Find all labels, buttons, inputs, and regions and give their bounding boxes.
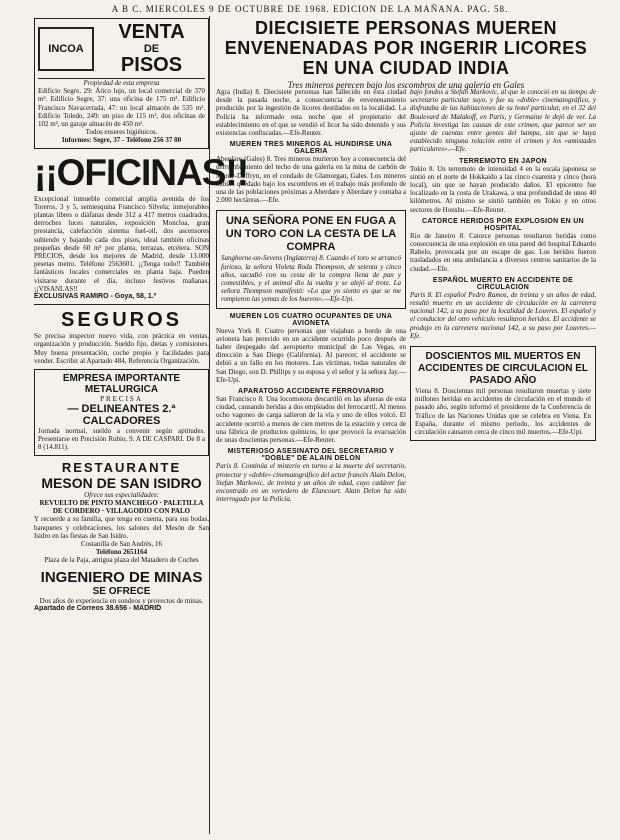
- traffic-box-title: DOSCIENTOS MIL MUERTOS EN ACCIDENTES DE CIRCULACION EL PASADO AÑO: [417, 351, 588, 387]
- ad-empresa-item1: — DELINEANTES 2.ª: [67, 403, 176, 416]
- ad-empresa-title1: EMPRESA IMPORTANTE: [62, 373, 181, 385]
- bull-box-title: UNA SEÑORA PONE EN FUGA A UN TORO CON LA CESTA DE LA COMPRA: [225, 215, 397, 254]
- ad-ingeniero-title: INGENIERO DE MINAS: [40, 568, 203, 586]
- c2-title: TERREMOTO EN JAPON: [459, 157, 547, 165]
- ad-seguros-title: SEGUROS: [60, 309, 183, 332]
- ad-empresa-title3: PRECISA: [100, 395, 143, 404]
- ad-restaurante-address: Costanilla de San Andrés, 16: [80, 539, 163, 548]
- ad-venta-body: Edificio Segre, 29: Ático lujo, un local comercial de 370 m². Edificio Segre, 37: una oficina de 175 m². Edificio Francisco Navacerrada, 47: un local almacén de 535 m². Edificio Toledo, 249: un piso de 115 m², dos oficinas de 102 m², un garaje almacén de 450 m².: [38, 87, 205, 129]
- ad-empresa: [34, 369, 209, 456]
- s2-body: Nueva York 8. Cuatro personas que viajaban a bordo de una avioneta han perecido en un accidente ocurrido poco después de haber despegado del aeropuerto municipal de Las Vegas, en dirección a San Diego (California). Al parecer, el accidente se debió a un fallo en los motores. Las víctimas, todas naturales de San Diego, son D. Phillips y su esposa y el señor y la señora Jay.—Efe-Upi.: [216, 326, 406, 384]
- ad-restaurante-title1: RESTAURANTE: [61, 459, 182, 475]
- ad-oficinas-body: Excepcional inmueble comercial amplia avenida de los Toreros, 3 y 5, semiesquina Francisco Silvela; inmejorables plantas libres o diáfanas desde 312 a 417 metros cuadrados, derroches luces naturales, exposición Moncloa, gran prestancia, calefacción sistema fuel-oil, dos ascensores subiendo y bajando cada dos pisos, ideal también oficinas pequeñas desde 60 m² por planta, terrazas, etcétera. SON PRECIOS, desde los mejores de Madrid, desde 13.000 pesetas metro. Teléfono 2563601. ¡¡Tenga todo!! También fantásticos locales comerciales en planta baja. Pueden visitarse durante el día, incluso festivos mañanas. ¡¡VISANLAS!!: [34, 194, 209, 293]
- bull-box: [216, 210, 406, 308]
- ad-ingeniero-subtitle: SE OFRECE: [92, 585, 151, 597]
- ad-oficinas-title: ¡¡OFICINAS!!: [34, 151, 249, 193]
- c1-body: bajo fondos a Stefan Markovic, al que le conoció en su tiempo de secretario particular suyo, y fue su «doble» cinematográfico, y disfrutaba de las habitaciones de su hotel particular, en el 32 del Boulevard de Malakoff, en París, y Germaine le dejó de ver. La Policía investiga las causas de este crimen, que parece ser un ajuste de cuentas entre gentes del hampa, sin que se haya establecido ninguna relación entre el crimen y los «amistades particulares».—Efe.: [410, 88, 596, 154]
- ad-empresa-title2: METALURGICA: [84, 384, 159, 396]
- main-subhead: Tres mineros perecen bajo los escombros de una galería en Gales: [287, 80, 525, 90]
- ad-venta-contact: Informes: Segre, 37 - Teléfono 256 37 00: [61, 136, 182, 145]
- ad-restaurante-title2: MESON DE SAN ISIDRO: [41, 474, 202, 491]
- ad-venta-title: VENTA: [118, 21, 185, 43]
- traffic-box-body: Viena 8. Doscientas mil personas resultaron muertas y siete millones heridas en accidentes de circulación en el mundo el pasado año, según informó el presidente de la Conferencia de Tráfico de las Naciones Unidas que se celebra en Viena. En España, durante el mismo período, los accidentes de circulación causaron cerca de cinco mil muertos.—Efe-Upi.: [415, 387, 591, 437]
- ads-column: [34, 16, 249, 834]
- traffic-box: [410, 346, 596, 441]
- c4-title: ESPAÑOL MUERTO EN ACCIDENTE DE CIRCULACION: [432, 276, 574, 291]
- ad-empresa-body: Jornada normal, sueldo a convenir según aptitudes. Presentarse en Precisión Rubio, 9. A DE CASPARI. De 8 a 8 (14.811).: [38, 427, 205, 452]
- ad-oficinas-footer: EXCLUSIVAS RAMIRO - Goya, 58, 1.º: [34, 293, 157, 301]
- ad-restaurante-subtitle: Ofrece sus especialidades:: [84, 490, 159, 499]
- ad-venta-pisos-title: PISOS: [120, 54, 183, 76]
- c3-title: CATORCE HERIDOS POR EXPLOSION EN UN HOSPITAL: [422, 217, 584, 232]
- s3-body: San Francisco 8. Una locomotora descarriló en las afueras de esta ciudad, causando heridas a dos empleados del ferrocarril. Al menos ocho vagones de carga salieron de la vía y uno de ellos volcó. El accidente ocurrió a menos de cien metros de la estación y cerca de una fábrica de productos químicos, lo que provocó la evacuación de unas doscientas personas.—Efe-Reuter.: [216, 395, 406, 445]
- ad-restaurante-body: Y recuerde a su familia, que tenga en cuenta, para sus bodas, banquetes y celebraciones, los salones del Mesón de San Isidro en las fiestas de San Isidro.: [34, 515, 209, 540]
- ad-seguros-body: Se precisa inspector nuevo vida, con práctica en ventas, organización y producción. Sueldo fijo, dietas y comisiones. Muy buena presentación, coche propio y facilidades para vender. Escribir al Apartado 484, Referencia Organización.: [34, 332, 209, 365]
- ad-empresa-item2: CALCADORES: [82, 415, 161, 428]
- news-column-3: [410, 88, 596, 834]
- main-lead: Agra (India) 8. Diecisiete personas han fallecido en esta ciudad desde la pasada noche, a consecuencia de envenenamiento producido por la ingestión de licores destilados en la localidad. La Policía ha informado esta noche que el propietario del establecimiento en el que se vendió el licor ha sido detenido y sus existencias confiscadas.—Efe-Reuter.: [216, 88, 406, 138]
- s3-title: APARATOSO ACCIDENTE FERROVIARIO: [238, 388, 384, 396]
- incoa-logo: INCOA: [38, 27, 94, 71]
- s4-body: París 8. Continúa el misterio en torno a la muerte del secretario, protector y «doble» cinematográfico del actor francés Alain Delon, Stefan Markovic, de treinta y un años de edad, cuyo cadáver fue encontrado en un vertedero de Elancourt. Alain Delon ha sido interrogado por la Policía.: [216, 462, 406, 504]
- bull-box-body: Sanghorne-on-Sevens (Inglaterra) 8. Cuando el toro se arrancó furioso, la señora Violeta Roda Thompson, de setenta y cinco años, sacudió con su cesta de la compra llena de pan y comestibles, y el animal dio la vuelta y se alejó al trote. La señora Thompson manifestó: «Lo que yo siento es que se me rompieron las yemas de los huevos».—Efe-Upi.: [221, 254, 401, 304]
- s2-title: MUEREN LOS CUATRO OCUPANTES DE UNA AVIONETA: [229, 312, 393, 327]
- s1-title: MUEREN TRES MINEROS AL HUNDIRSE UNA GALERIA: [229, 141, 393, 156]
- c4-body: París 8. El español Pedro Ramos, de treinta y un años de edad, resultó muerto en un accidente de circulación en la carretera nacional 142, a su paso por la localidad de Louvres. El español y el conductor del otro vehículo resultaron heridos. El accidente se produjo en la carretera nacional 142, a su paso por Louvres.—Efe.: [410, 290, 596, 340]
- page-header: A B C. MIERCOLES 9 DE OCTUBRE DE 1968. EDICION DE LA MAÑANA. PAG. 58.: [111, 4, 509, 14]
- c2-body: Tokio 8. Un terremoto de intensidad 4 en la escala japonesa se sintió en el norte de Hokkaido a las cinco cuarenta y cinco (hora local), sin que se hayan producido daños. El epicentro fue localizado en la costa de Urakawa, a una profundidad de unos 40 kilómetros. Al mismo se sintió también en Tokio y en otros sectores de Honshu.—Efe-Reuter.: [410, 164, 596, 214]
- ad-restaurante-note: Plaza de la Paja, antigua plaza del Matadero de Coches: [44, 556, 199, 565]
- c3-body: Rio de Janeiro 8. Catorce personas resultaron heridas como consecuencia de una explosión en una pared del hospital Eduardo Rabelo, provocada por un escape de gas. Los heridos fueron trasladados en una ambulancia a diversos centros sanitarios de la ciudad.—Efe.: [410, 231, 596, 273]
- ad-ingeniero-contact: Apartado de Correos 38.656 - MADRID: [34, 604, 162, 612]
- main-headline: DIECISIETE PERSONAS MUEREN ENVENENADAS POR INGERIR LICORES EN UNA CIUDAD INDIA: [224, 18, 588, 78]
- ad-venta-tail: Todos enseres higiénicos.: [85, 128, 158, 137]
- news-column-2: [216, 88, 406, 834]
- s1-body: Aberdare (Gales) 8. Tres mineros murieron hoy a consecuencia del derrumbamiento del techo de una galería en la mina de carbón de Mardy-Dyffryn, en el condado de Glamorgan, Gales. Los mineros habían quedado bajo los escombros en el trabajo más profundo de una de las poblaciones próximas a Aberdare y Aberdare y contaba a 2.000 hectáreas.—Efe.: [216, 155, 406, 205]
- s4-title: MISTERIOSO ASESINATO DEL SECRETARIO Y "DOBLE" DE ALAIN DELON: [227, 448, 395, 463]
- main-story: [216, 18, 596, 90]
- ad-venta-subtitle: Propiedad de esta empresa: [83, 79, 160, 87]
- ad-venta-pisos: [34, 18, 209, 149]
- ad-ingeniero-body: Dos años de experiencia en sondeos y proyectos de minas.: [39, 596, 204, 605]
- ad-restaurante-phone: Teléfono 2651164: [95, 548, 148, 557]
- ad-venta-de: DE: [143, 43, 160, 55]
- ad-restaurante-dishes: REVUELTO DE PINTO MANCHEGO · PALETILLA DE CORDERO · VILLAGODIO CON PALO: [39, 498, 204, 516]
